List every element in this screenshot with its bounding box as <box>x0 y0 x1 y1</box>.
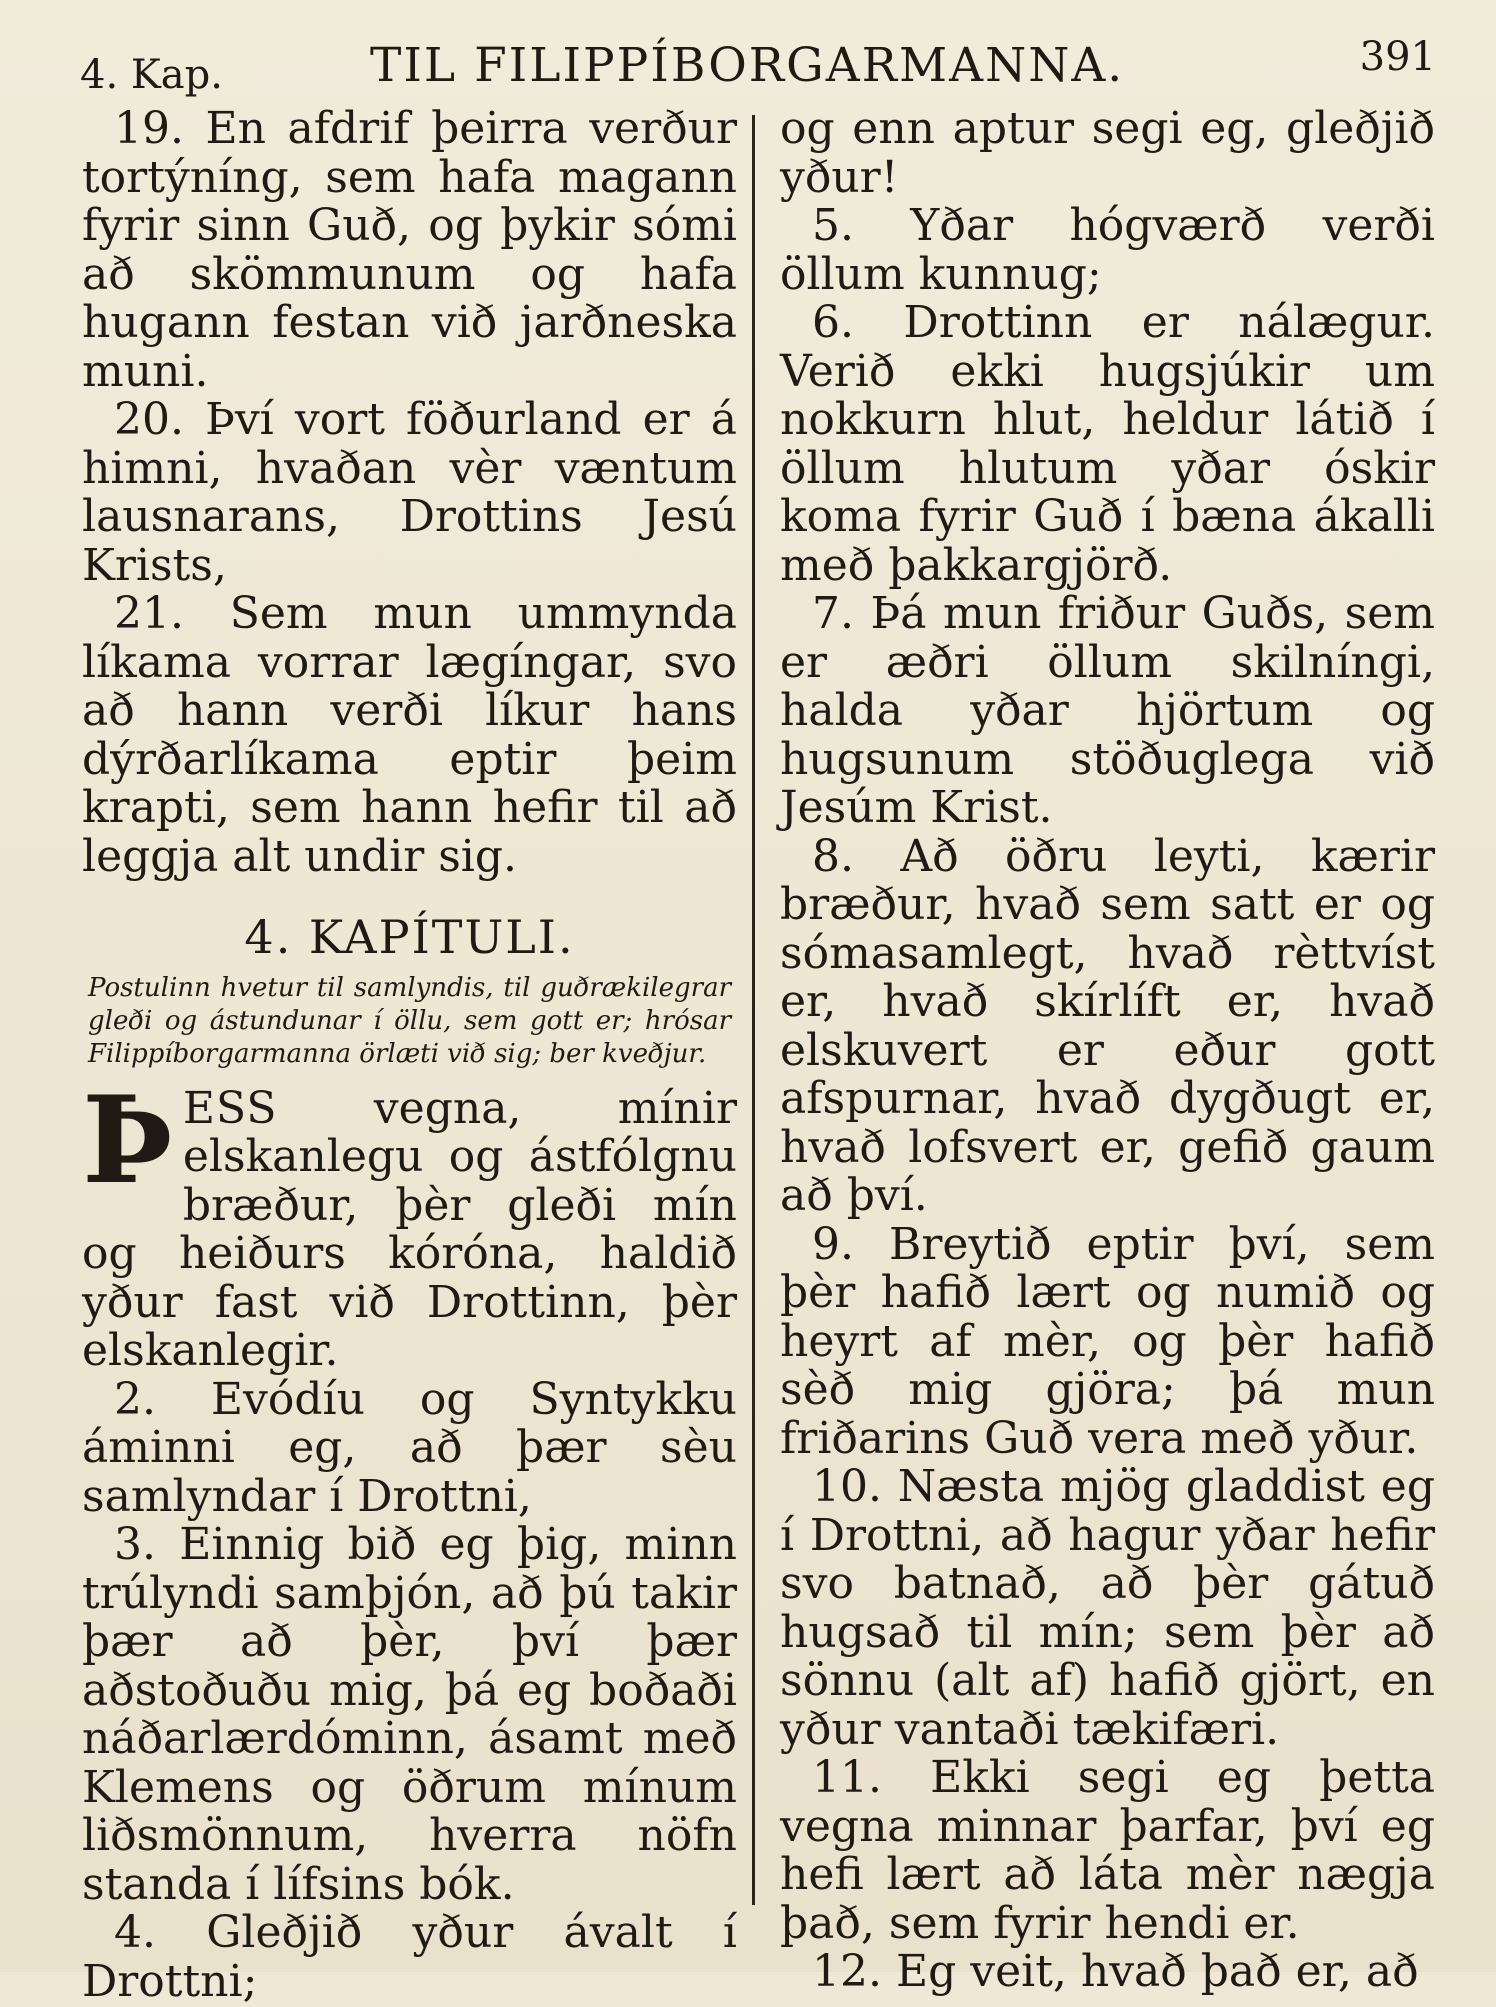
verse-4-continuation: og enn aptur segi eg, gleðjið yður! <box>780 103 1435 203</box>
right-column <box>780 105 1435 1997</box>
verse-12: 12. Eg veit, hvað það er, að <box>812 1946 1419 1997</box>
verse-19: 19. En afdrif þeirra verður tortýníng, sem hafa magann fyrir sinn Guð, og þykir sómi að skömmunum og hafa hugann festan við jarðneska muni. <box>82 103 737 397</box>
verse-11: 11. Ekki segi eg þetta vegna minnar þarfar, því eg hefi lært að láta mèr nægja það, sem fyrir hendi er. <box>780 1752 1435 1949</box>
column-divider <box>752 115 755 1905</box>
verse-6: 6. Drottinn er nálægur. Verið ekki hugsjúkir um nokkurn hlut, heldur látið í öllum hlutum yðar óskir koma fyrir Guð í bæna ákalli með þakkargjörð. <box>780 297 1435 591</box>
left-column <box>82 105 737 2006</box>
verse-8: 8. Að öðru leyti, kærir bræður, hvað sem satt er og sómasamlegt, hvað rèttvíst er, hvað skírlíft er, hvað elskuvert er eður gott afspurnar, hvað dygðugt er, hvað lofsvert er, gefið gaum að því. <box>780 830 1435 1221</box>
verse-5: 5. Yðar hógværð verði öllum kunnug; <box>780 200 1435 300</box>
chapter-label: 4. Kap. <box>80 52 223 98</box>
verse-1-text: vegna, mínir elskanlegu og ástfólgnu bræður, þèr gleði mín og heiðurs kóróna, haldið yður fast við Drottinn, þèr elskanlegir. <box>82 1082 737 1376</box>
verse-20: 20. Því vort föðurland er á himni, hvaðan vèr væntum lausnarans, Drottins Jesú Krists, <box>82 394 737 591</box>
chapter-summary: Postulinn hvetur til samlyndis, til guðrækilegrar gleði og ástundunar í öllu, sem gott er; hrósar Filippíborgarmanna örlæti við sig; ber kveðjur. <box>88 972 731 1069</box>
drop-cap: Þ <box>82 1069 173 1211</box>
verse-2: 2. Evódíu og Syntykku áminni eg, að þær sèu samlyndar í Drottni, <box>82 1373 737 1522</box>
verse-21: 21. Sem mun ummynda líkama vorrar lægíngar, svo að hann verði líkur hans dýrðarlíkama eptir þeim krapti, sem hann hefir til að leggja alt undir sig. <box>82 588 737 882</box>
verse-1 <box>82 1069 737 1376</box>
running-header <box>80 28 1436 98</box>
verse-10: 10. Næsta mjög gladdist eg í Drottni, að hagur yðar hefir svo batnað, að þèr gátuð hugsað til mín; sem þèr að sönnu (alt af) hafið gjört, en yður vantaði tækifæri. <box>780 1461 1435 1755</box>
page-number: 391 <box>1359 34 1436 80</box>
verse-7: 7. Þá mun friður Guðs, sem er æðri öllum skilníngi, halda yðar hjörtum og hugsunum stöðuglega við Jesúm Krist. <box>780 588 1435 833</box>
page-title: TIL FILIPPÍBORGARMANNA. <box>370 38 1125 93</box>
verse-4: 4. Gleðjið yður ávalt í Drottni; <box>82 1907 737 2007</box>
verse-9: 9. Breytið eptir því, sem þèr hafið lært og numið og heyrt af mèr, og þèr hafið sèð mig gjöra; þá mun friðarins Guð vera með yður. <box>780 1218 1435 1464</box>
verse-3: 3. Einnig bið eg þig, minn trúlyndi samþjón, að þú takir þær að þèr, því þær aðstoðuðu mig, þá eg boðaði náðarlærdóminn, ásamt með Klemens og öðrum mínum liðsmönnum, hverra nöfn standa í lífsins bók. <box>82 1519 737 1910</box>
chapter-heading: 4. KAPÍTULI. <box>244 910 575 964</box>
first-word-caps: ESS <box>182 1082 278 1134</box>
